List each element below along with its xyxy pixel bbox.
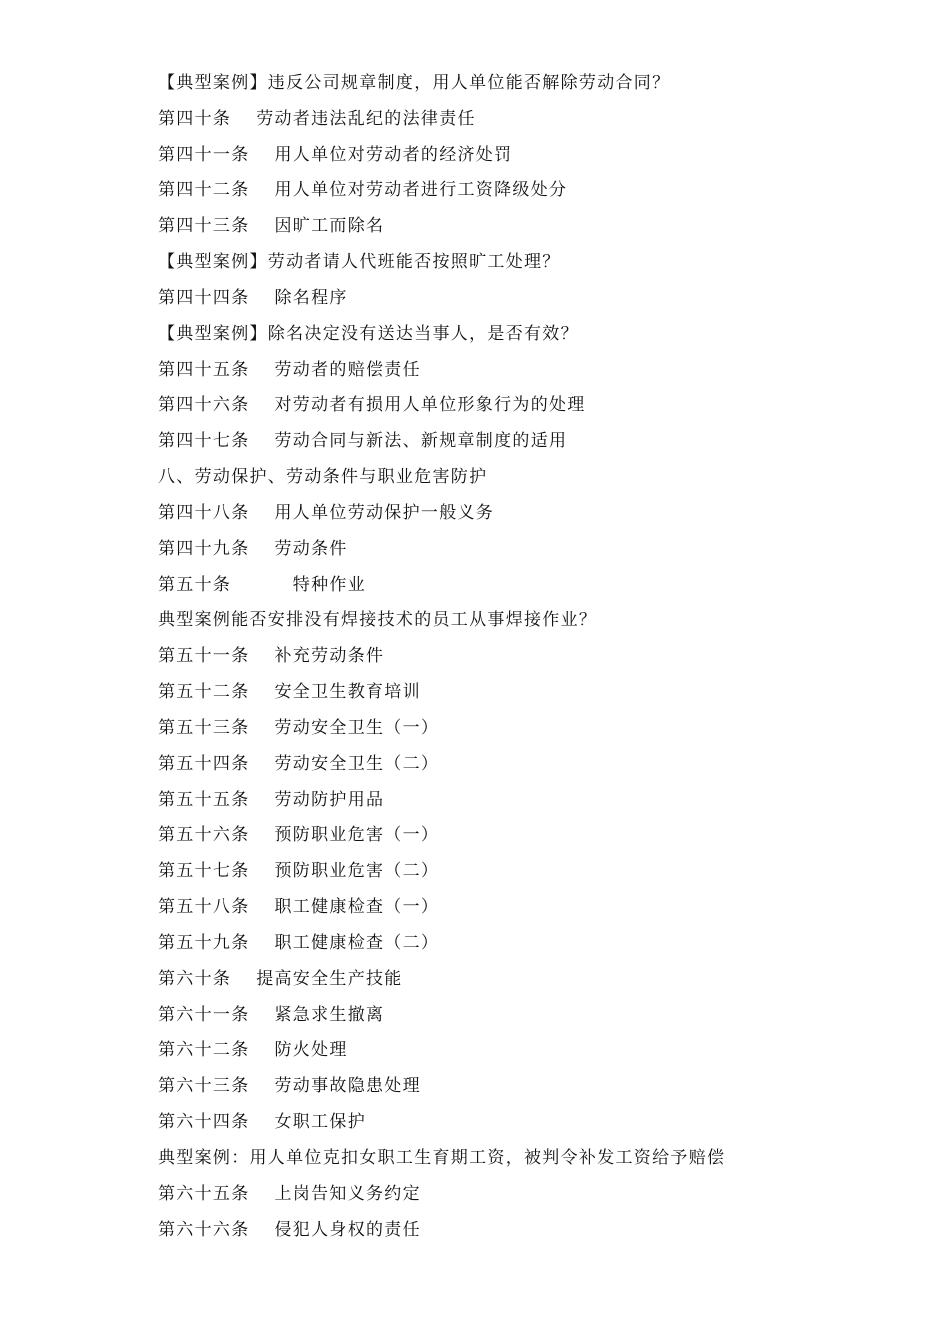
case-heading: 典型案例：用人单位克扣女职工生育期工资，被判令补发工资给予赔偿	[158, 1147, 726, 1168]
article-heading: 第五十四条 劳动安全卫生（二）	[158, 753, 440, 774]
article-heading: 第五十七条 预防职业危害（二）	[158, 861, 440, 882]
article-heading: 第五十二条 安全卫生教育培训	[158, 682, 421, 703]
article-heading: 第六十六条 侵犯人身权的责任	[158, 1219, 421, 1240]
article-heading: 第四十七条 劳动合同与新法、新规章制度的适用	[158, 431, 568, 452]
article-heading: 第五十五条 劳动防护用品	[158, 789, 385, 810]
article-heading: 第五十六条 预防职业危害（一）	[158, 825, 440, 846]
section-heading: 八、劳动保护、劳动条件与职业危害防护	[158, 467, 488, 488]
case-heading: 典型案例能否安排没有焊接技术的员工从事焊接作业？	[158, 610, 598, 631]
case-heading: 【典型案例】劳动者请人代班能否按照旷工处理？	[158, 252, 561, 273]
case-heading: 【典型案例】除名决定没有送达当事人，是否有效？	[158, 323, 579, 344]
article-heading: 第五十八条 职工健康检查（一）	[158, 897, 440, 918]
article-heading: 第六十条 提高安全生产技能	[158, 968, 403, 989]
article-heading: 第六十一条 紧急求生撤离	[158, 1004, 385, 1025]
article-heading: 第四十五条 劳动者的赔偿责任	[158, 359, 421, 380]
article-heading: 第四十六条 对劳动者有损用人单位形象行为的处理	[158, 395, 586, 416]
article-heading: 第五十条 特种作业	[158, 574, 367, 595]
article-heading: 第四十四条 除名程序	[158, 287, 348, 308]
article-heading: 第五十一条 补充劳动条件	[158, 646, 385, 667]
article-heading: 第四十八条 用人单位劳动保护一般义务	[158, 502, 495, 523]
case-heading: 【典型案例】违反公司规章制度，用人单位能否解除劳动合同？	[158, 73, 671, 93]
article-heading: 第五十三条 劳动安全卫生（一）	[158, 717, 440, 738]
article-heading: 第六十五条 上岗告知义务约定	[158, 1183, 421, 1204]
article-heading: 第四十三条 因旷工而除名	[158, 216, 385, 237]
article-heading: 第六十四条 女职工保护	[158, 1112, 367, 1133]
table-of-contents	[158, 66, 725, 1248]
article-heading: 第六十三条 劳动事故隐患处理	[158, 1076, 421, 1097]
article-heading: 第四十九条 劳动条件	[158, 538, 348, 559]
article-heading: 第四十二条 用人单位对劳动者进行工资降级处分	[158, 180, 568, 201]
article-heading: 第五十九条 职工健康检查（二）	[158, 932, 440, 953]
article-heading: 第四十条 劳动者违法乱纪的法律责任	[158, 108, 476, 129]
article-heading: 第六十二条 防火处理	[158, 1040, 348, 1061]
article-heading: 第四十一条 用人单位对劳动者的经济处罚	[158, 144, 513, 165]
